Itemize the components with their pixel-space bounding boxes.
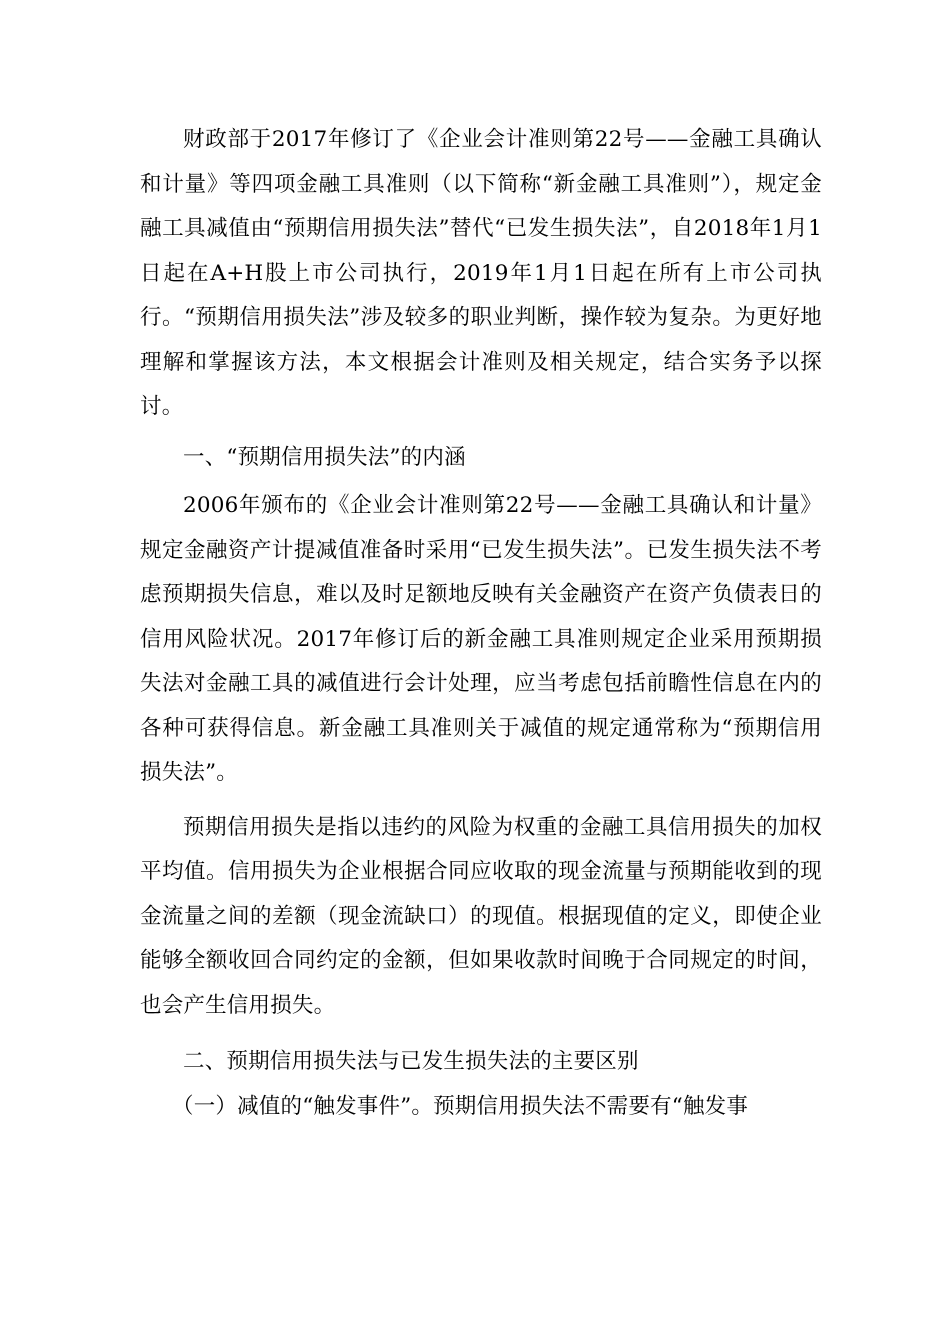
paragraph-intro: 财政部于2017年修订了《企业会计准则第22号——金融工具确认和计量》等四项金融工具准则（以下简称“新金融工具准则”），规定金融工具减值由“预期信用损失法”替代“已发生损失法”，自2018年1月1日起在A+H股上市公司执行，2019年1月1日起在所有上市公司执行。“预期信用损失法”涉及较多的职业判断，操作较为复杂。为更好地理解和掌握该方法，本文根据会计准则及相关规定，结合实务予以探讨。	[140, 127, 822, 419]
paragraph-4: （一）减值的“触发事件”。预期信用损失法不需要有“触发事	[172, 1093, 749, 1119]
section-heading-1: 一、“预期信用损失法”的内涵	[183, 444, 466, 470]
section-heading-2: 二、预期信用损失法与已发生损失法的主要区别	[183, 1049, 639, 1074]
paragraph-3: 预期信用损失是指以违约的风险为权重的金融工具信用损失的加权平均值。信用损失为企业根据合同应收取的现金流量与预期能收到的现金流量之间的差额（现金流缺口）的现值。根据现值的定义，即使企业能够全额收回合同约定的金额，但如果收款时间晚于合同规定的时间，也会产生信用损失。	[140, 814, 822, 1018]
document-body	[140, 118, 822, 1129]
paragraph-2: 2006年颁布的《企业会计准则第22号——金融工具确认和计量》规定金融资产计提减值准备时采用“已发生损失法”。已发生损失法不考虑预期损失信息，难以及时足额地反映有关金融资产在资产负债表日的信用风险状况。2017年修订后的新金融工具准则规定企业采用预期损失法对金融工具的减值进行会计处理，应当考虑包括前瞻性信息在内的各种可获得信息。新金融工具准则关于减值的规定通常称为“预期信用损失法”。	[140, 493, 822, 785]
